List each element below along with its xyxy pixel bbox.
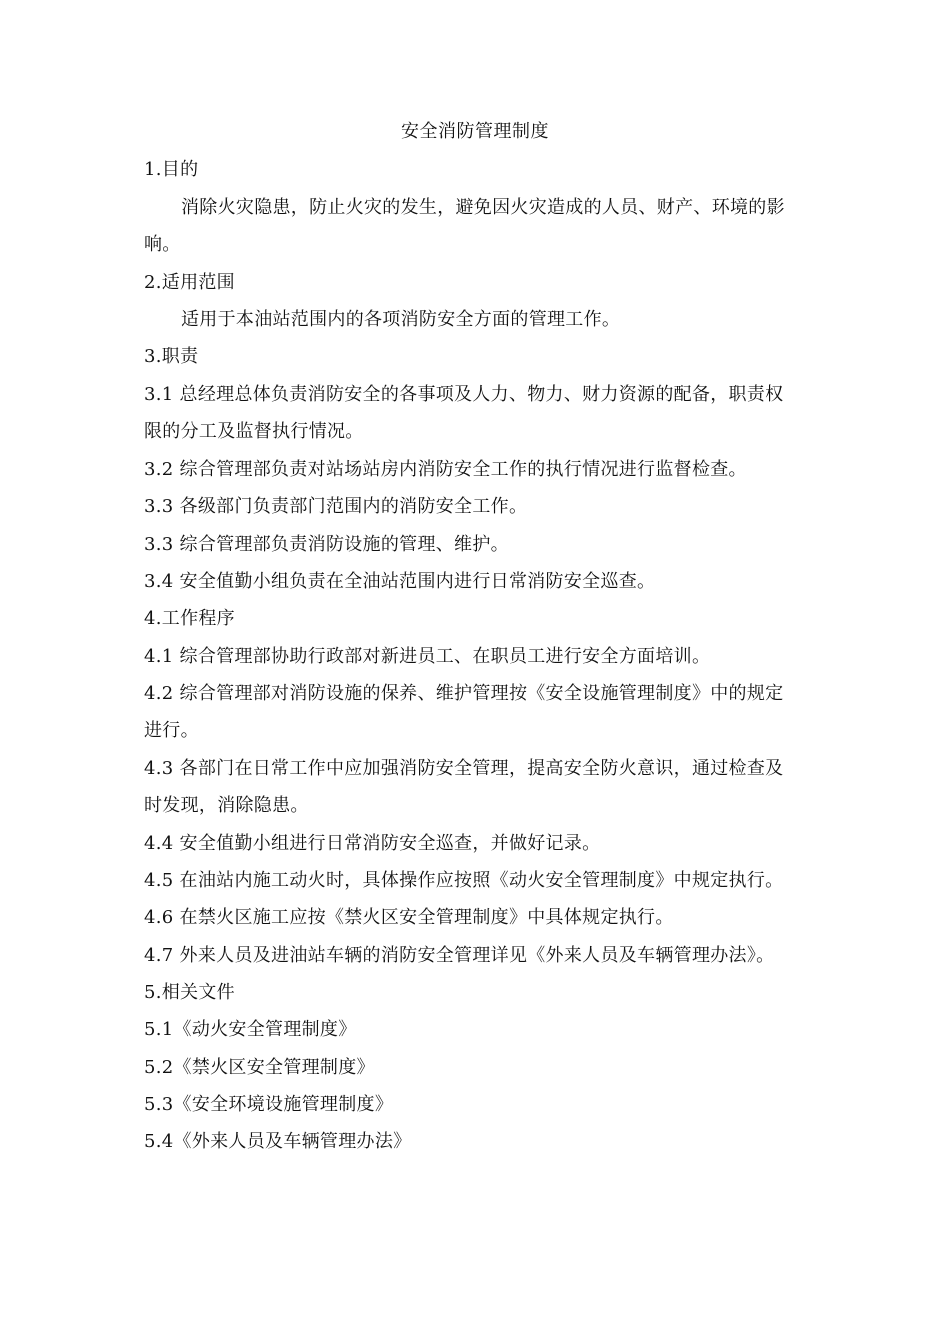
section-1-text-line-1: 消除火灾隐患，防止火灾的发生，避免因火灾造成的人员、财产、环境的影 [181,197,785,218]
section-3-heading: 3.职责 [144,346,199,367]
item-3-2: 3.2 综合管理部负责对站场站房内消防安全工作的执行情况进行监督检查。 [144,459,747,480]
item-3-1-line-1: 3.1 总经理总体负责消防安全的各事项及人力、物力、财力资源的配备，职责权 [144,384,784,405]
section-1-text-line-2: 响。 [144,234,181,255]
item-3-3-b: 3.3 综合管理部负责消防设施的管理、维护。 [144,534,509,555]
section-2-text: 适用于本油站范围内的各项消防安全方面的管理工作。 [181,309,621,330]
item-4-2-line-1: 4.2 综合管理部对消防设施的保养、维护管理按《安全设施管理制度》中的规定 [144,683,784,704]
section-1-heading: 1.目的 [144,159,199,180]
document-title: 安全消防管理制度 [401,121,549,142]
item-3-1-line-2: 限的分工及监督执行情况。 [144,421,364,442]
item-5-4: 5.4《外来人员及车辆管理办法》 [144,1131,412,1152]
item-4-3-line-1: 4.3 各部门在日常工作中应加强消防安全管理，提高安全防火意识，通过检查及 [144,758,784,779]
item-5-3: 5.3《安全环境设施管理制度》 [144,1094,394,1115]
item-4-5: 4.5 在油站内施工动火时，具体操作应按照《动火安全管理制度》中规定执行。 [144,870,784,891]
item-4-4: 4.4 安全值勤小组进行日常消防安全巡查，并做好记录。 [144,833,601,854]
item-4-7: 4.7 外来人员及进油站车辆的消防安全管理详见《外来人员及车辆管理办法》。 [144,945,775,966]
item-4-6: 4.6 在禁火区施工应按《禁火区安全管理制度》中具体规定执行。 [144,907,674,928]
section-2-heading: 2.适用范围 [144,272,235,293]
section-4-heading: 4.工作程序 [144,608,235,629]
item-3-4: 3.4 安全值勤小组负责在全油站范围内进行日常消防安全巡查。 [144,571,656,592]
item-4-1: 4.1 综合管理部协助行政部对新进员工、在职员工进行安全方面培训。 [144,646,711,667]
item-4-2-line-2: 进行。 [144,720,199,741]
section-5-heading: 5.相关文件 [144,982,235,1003]
item-5-2: 5.2《禁火区安全管理制度》 [144,1057,375,1078]
item-3-3-a: 3.3 各级部门负责部门范围内的消防安全工作。 [144,496,528,517]
item-5-1: 5.1《动火安全管理制度》 [144,1019,357,1040]
item-4-3-line-2: 时发现，消除隐患。 [144,795,309,816]
